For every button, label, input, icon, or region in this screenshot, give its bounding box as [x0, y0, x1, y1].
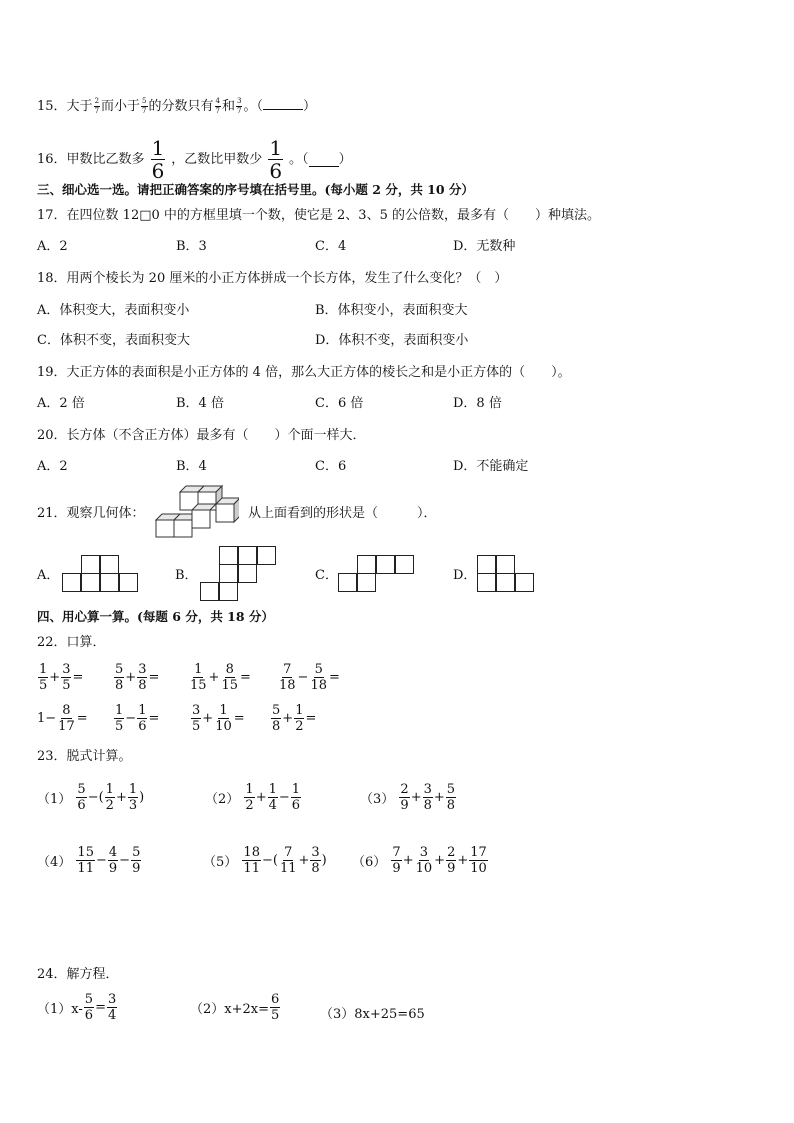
- option-b-shape[interactable]: [200, 546, 277, 604]
- option-d[interactable]: D．: [453, 568, 477, 583]
- fraction: $\frac{3}{8}$: [138, 662, 147, 693]
- oral-calc-item: 1− $\frac{8}{17}$ =: [37, 703, 88, 734]
- fraction: $\frac{5}{6}$: [84, 992, 94, 1023]
- fraction: $\frac{3}{8}$: [423, 782, 432, 813]
- fraction: $\frac{5}{6}$: [77, 782, 86, 813]
- section-3-heading: 三、细心选一选。请把正确答案的序号填在括号里。(每小题 2 分，共 10 分）: [37, 182, 474, 197]
- fraction: $\frac{2}{9}$: [400, 782, 409, 813]
- fraction: $\frac{1}{5}$: [115, 703, 124, 734]
- option-a-shape[interactable]: [62, 555, 139, 593]
- question-22-title: 22．口算．: [37, 635, 106, 650]
- option-c[interactable]: C．6: [315, 459, 347, 474]
- step-calc-2: （2） $\frac{1}{2}$ + $\frac{1}{4}$ − $\frac{1}{6}$: [205, 782, 301, 813]
- option-a[interactable]: A．: [37, 568, 60, 583]
- question-19: 19．大正方体的表面积是小正方体的 4 倍，那么大正方体的棱长之和是小正方体的（ ）。: [37, 365, 571, 380]
- step-calc-4: （4） $\frac{15}{11}$ − $\frac{4}{9}$ − $\frac{5}{9}$: [37, 845, 141, 876]
- fraction: $\frac{1}{2}$: [295, 703, 304, 734]
- fraction: $\frac{8}{17}$: [58, 703, 75, 734]
- fraction: $\frac{1}{4}$: [268, 782, 277, 813]
- option-d[interactable]: D．无数种: [453, 239, 516, 254]
- question-17: 17．在四位数 12□0 中的方框里填一个数，使它是 2、3、5 的公倍数，最多有（ ）种填法。: [37, 208, 600, 223]
- fraction: $\frac{3}{5}$: [192, 703, 201, 734]
- option-d-shape[interactable]: [477, 555, 535, 593]
- fraction: $\frac{4}{9}$: [108, 845, 118, 876]
- option-d[interactable]: D．不能确定: [453, 459, 529, 474]
- step-calc-5: （5） $\frac{18}{11}$ −( $\frac{7}{11}$ + $\frac{3}{8}$ ): [203, 845, 327, 876]
- fraction: $\frac{2}{9}$: [447, 845, 456, 876]
- fraction: $\frac{5}{8}$: [115, 662, 124, 693]
- option-c[interactable]: C．4: [315, 239, 347, 254]
- answer-blank[interactable]: [263, 109, 303, 110]
- question-21-label: 21．观察几何体：: [37, 506, 145, 521]
- option-c[interactable]: C．体积不变，表面积变大: [37, 333, 190, 348]
- option-a[interactable]: A．体积变大，表面积变小: [37, 303, 190, 318]
- equation-2: （2）x+2x= $\frac{6}{5}$: [190, 992, 280, 1023]
- option-c[interactable]: C．6 倍: [315, 396, 364, 411]
- fraction: $\frac{1}{10}$: [215, 703, 232, 734]
- option-b[interactable]: B．4 倍: [176, 396, 224, 411]
- oral-calc-item: $\frac{7}{18}$ − $\frac{5}{18}$ =: [279, 662, 340, 693]
- fraction: $\frac{3}{10}$: [415, 845, 433, 876]
- oral-calc-item: $\frac{1}{15}$ + $\frac{8}{15}$ =: [190, 662, 251, 693]
- cube-stack-figure: [155, 484, 239, 538]
- fraction: $\frac{18}{11}$: [243, 845, 260, 876]
- question-20: 20．长方体（不含正方体）最多有（ ）个面一样大．: [37, 428, 366, 443]
- fraction: $\frac{1}{6}$: [138, 703, 147, 734]
- option-d[interactable]: D．8 倍: [453, 396, 502, 411]
- oral-calc-item: $\frac{1}{5}$ − $\frac{1}{6}$ =: [115, 703, 160, 734]
- option-b[interactable]: B．: [175, 568, 198, 583]
- fraction: $\frac{1}{2}$: [245, 782, 254, 813]
- question-18: 18．用两个棱长为 20 厘米的小正方体拼成一个长方体，发生了什么变化？（ ）: [37, 271, 508, 286]
- fraction: $\frac{1}{6}$: [291, 782, 301, 813]
- fraction: $\frac{1}{3}$: [128, 782, 138, 813]
- fraction: $\frac{5}{9}$: [132, 845, 141, 876]
- fraction: $\frac{5}{8}$: [446, 782, 456, 813]
- question-23-title: 23．脱式计算。: [37, 749, 132, 764]
- option-b[interactable]: B．4: [176, 459, 207, 474]
- fraction: $\frac{3}{4}$: [107, 992, 117, 1023]
- step-calc-3: （3） $\frac{2}{9}$ + $\frac{3}{8}$ + $\frac{5}{8}$: [360, 782, 456, 813]
- fraction: $\frac{17}{10}$: [470, 845, 487, 876]
- fraction: $\frac{1}{5}$: [39, 662, 48, 693]
- option-a[interactable]: A．2 倍: [37, 396, 85, 411]
- question-15: 15．大于 $\frac{2}{7}$ 而小于 $\frac{5}{7}$ 的分数只有 $\frac{4}{7}$ 和 $\frac{3}{7}$ 。（ ）: [37, 97, 317, 115]
- section-4-heading: 四、用心算一算。(每题 6 分，共 18 分）: [37, 609, 274, 624]
- fraction: $\frac{6}{5}$: [271, 992, 280, 1023]
- question-24-title: 24．解方程．: [37, 967, 119, 982]
- fraction: $\frac{7}{9}$: [392, 845, 401, 876]
- fraction: $\frac{5}{18}$: [310, 662, 327, 693]
- question-21-prompt: 从上面看到的形状是（ ）．: [248, 506, 437, 521]
- option-b[interactable]: B．体积变小，表面积变大: [315, 303, 468, 318]
- option-a[interactable]: A．2: [37, 239, 68, 254]
- option-b[interactable]: B．3: [176, 239, 207, 254]
- fraction: $\frac{15}{11}$: [77, 845, 94, 876]
- oral-calc-item: $\frac{5}{8}$ + $\frac{3}{8}$ =: [115, 662, 160, 693]
- oral-calc-item: $\frac{5}{8}$ + $\frac{1}{2}$ =: [272, 703, 317, 734]
- option-c[interactable]: C．: [315, 568, 338, 583]
- fraction: $\frac{7}{11}$: [279, 845, 297, 876]
- fraction: $\frac{3}{8}$: [311, 845, 320, 876]
- step-calc-6: （6） $\frac{7}{9}$ + $\frac{3}{10}$ + $\frac{2}{9}$ + $\frac{17}{10}$: [352, 845, 487, 876]
- step-calc-1: （1） $\frac{5}{6}$ −( $\frac{1}{2}$ + $\frac{1}{3}$ ): [37, 782, 145, 813]
- oral-calc-item: $\frac{3}{5}$ + $\frac{1}{10}$ =: [192, 703, 245, 734]
- equation-3: （3）8x+25=65: [320, 1007, 425, 1022]
- oral-calc-item: $\frac{1}{5}$ + $\frac{3}{5}$ =: [39, 662, 84, 693]
- answer-blank[interactable]: [309, 152, 339, 167]
- option-a[interactable]: A．2: [37, 459, 68, 474]
- fraction: $\frac{1}{2}$: [105, 782, 114, 813]
- option-c-shape[interactable]: [338, 555, 415, 593]
- fraction: $\frac{5}{8}$: [272, 703, 281, 734]
- fraction: $\frac{3}{5}$: [62, 662, 71, 693]
- question-16: 16． 甲数比乙数多 $\frac{1}{6}$ ，乙数比甲数少 $\frac{1}{6}$ 。（ ）: [37, 136, 352, 183]
- fraction: $\frac{1}{15}$: [190, 662, 207, 693]
- option-d[interactable]: D．体积不变，表面积变小: [315, 333, 469, 348]
- fraction: $\frac{7}{18}$: [279, 662, 296, 693]
- fraction: $\frac{8}{15}$: [221, 662, 238, 693]
- equation-1: （1）x- $\frac{5}{6}$ = $\frac{3}{4}$: [37, 992, 117, 1023]
